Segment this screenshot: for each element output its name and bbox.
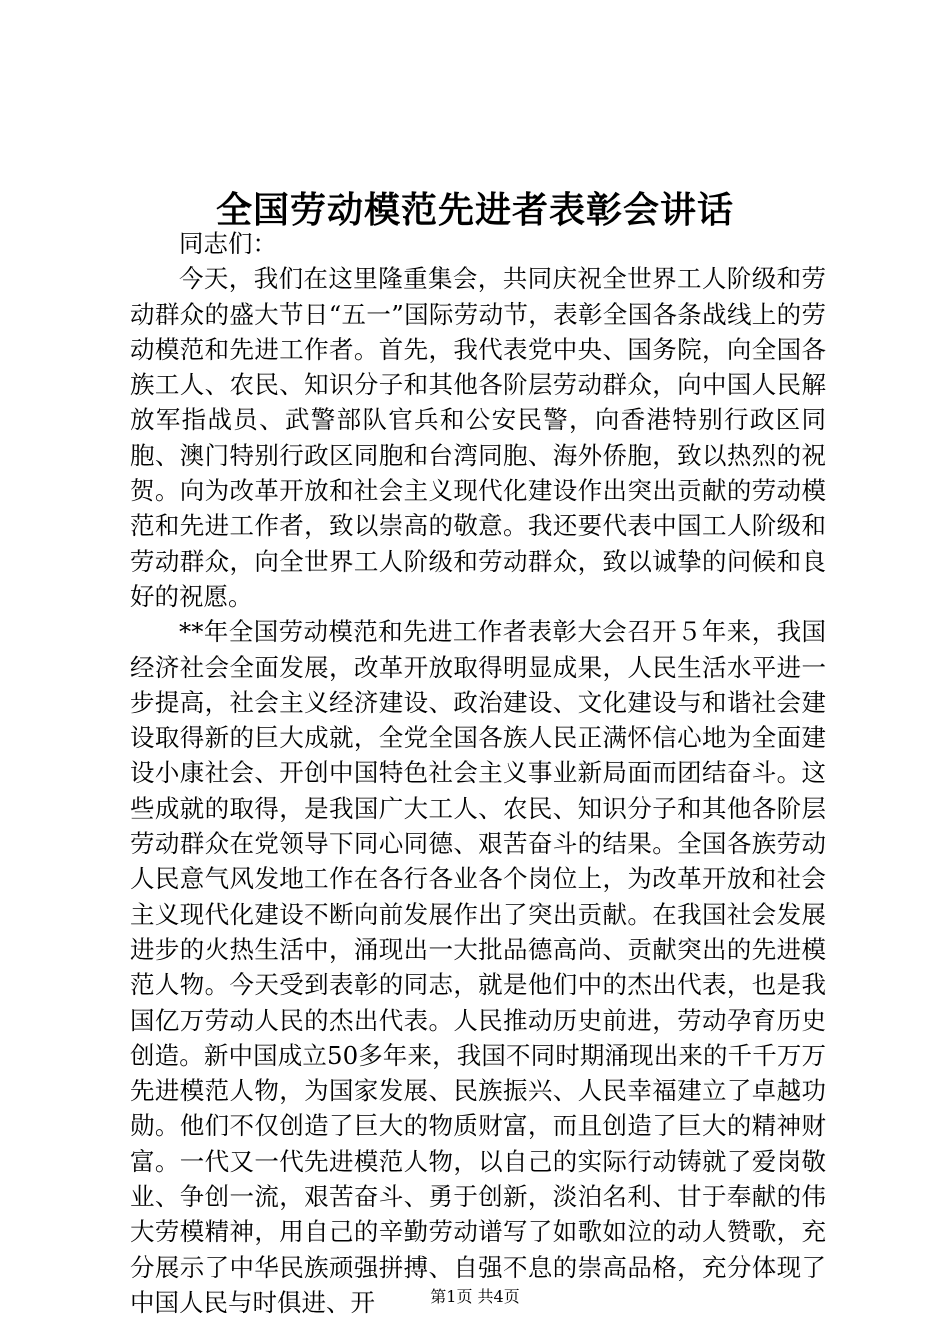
- document-title: 全国劳动模范先进者表彰会讲话: [215, 189, 734, 231]
- document-body: [130, 226, 826, 1320]
- salutation: 同志们：: [179, 229, 277, 258]
- paragraph: 今天，我们在这里隆重集会，共同庆祝全世界工人阶级和劳动群众的盛大节日“五一”国际劳动节，表彰全国各条战线上的劳动模范和先进工作者。首先，我代表党中央、国务院，向全国各族工人、农民、知识分子和其他各阶层劳动群众，向中国人民解放军指战员、武警部队官兵和公安民警，向香港特别行政区同胞、澳门特别行政区同胞和台湾同胞、海外侨胞，致以热烈的祝贺。向为改革开放和社会主义现代化建设作出突出贡献的劳动模范和先进工作者，致以崇高的敬意。我还要代表中国工人阶级和劳动群众，向全世界工人阶级和劳动群众，致以诚挚的问候和良好的祝愿。: [130, 264, 826, 611]
- page-footer: 第1页 共4页: [430, 1287, 520, 1306]
- paragraph: **年全国劳动模范和先进工作者表彰大会召开５年来，我国经济社会全面发展，改革开放取得明显成果，人民生活水平进一步提高，社会主义经济建设、政治建设、文化建设与和谐社会建设取得新的巨大成就，全党全国各族人民正满怀信心地为全面建设小康社会、开创中国特色社会主义事业新局面而团结奋斗。这些成就的取得，是我国广大工人、农民、知识分子和其他各阶层劳动群众在党领导下同心同德、艰苦奋斗的结果。全国各族劳动人民意气风发地工作在各行各业各个岗位上，为改革开放和社会主义现代化建设不断向前发展作出了突出贡献。在我国社会发展进步的火热生活中，涌现出一大批品德高尚、贡献突出的先进模范人物。今天受到表彰的同志，就是他们中的杰出代表，也是我国亿万劳动人民的杰出代表。人民推动历史前进，劳动孕育历史创造。新中国成立50多年来，我国不同时期涌现出来的千千万万先进模范人物，为国家发展、民族振兴、人民幸福建立了卓越功勋。他们不仅创造了巨大的物质财富，而且创造了巨大的精神财富。一代又一代先进模范人物，以自己的实际行动铸就了爱岗敬业、争创一流，艰苦奋斗、勇于创新，淡泊名利、甘于奉献的伟大劳模精神，用自己的辛勤劳动谱写了如歌如泣的动人赞歌，充分展示了中华民族顽强拼搏、自强不息的崇高品格，充分体现了中国人民与时俱进、开: [130, 617, 826, 1317]
